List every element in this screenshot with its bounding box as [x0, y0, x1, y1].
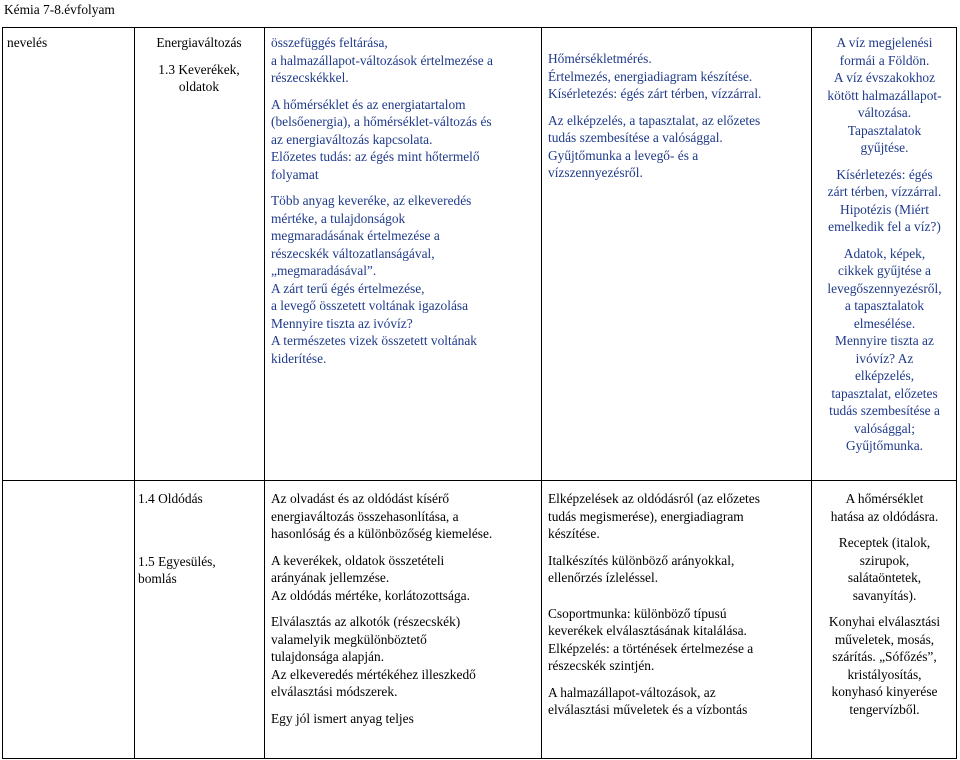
- text-line: energiaváltozás összehasonlítása, a: [271, 508, 459, 524]
- row1-connections-cell: [811, 34, 958, 455]
- text-line: A keverékek, oldatok összetételi: [271, 552, 445, 568]
- text-line: valósággal;: [854, 420, 915, 436]
- text-line: [138, 526, 260, 535]
- text-line: Az oldódás mértéke, korlátozottsága.: [271, 587, 470, 603]
- row2-activities-cell: [541, 490, 811, 719]
- text-line: műveletek, mosás,: [834, 631, 935, 647]
- row1-category-cell: [3, 34, 134, 52]
- text-line: [271, 543, 537, 552]
- text-line: levegőszennyezésről,: [827, 280, 942, 296]
- text-line: változása.: [857, 105, 912, 120]
- text-line: Mennyire tiszta az: [835, 333, 934, 348]
- row2-content-text: [271, 490, 537, 727]
- text-line: [815, 525, 954, 534]
- text-line: Elválasztás az alkotók (részecskék): [271, 614, 461, 629]
- text-line: A hőmérséklet és az energiatartalom: [271, 96, 466, 112]
- text-line: elképzelés,: [854, 368, 915, 383]
- text-line: [138, 52, 260, 61]
- text-line: elválasztási műveletek és a vízbontás: [548, 702, 748, 717]
- text-line: keverékek elválasztásának kitalálása.: [548, 623, 747, 638]
- text-line: Elképzelés: a történések értelmezése a: [548, 640, 754, 656]
- text-line: cikkek gyűjtése a: [838, 263, 931, 278]
- text-line: Receptek (italok,: [838, 535, 931, 550]
- row1-activities-cell: [541, 50, 811, 182]
- text-line: Egy jól ismert anyag teljes: [271, 710, 414, 726]
- text-line: konyhasó kinyerése: [831, 684, 938, 699]
- row1-content-text: [271, 34, 537, 367]
- text-line: hasonlóság és a különbözőség kiemelése.: [271, 526, 493, 541]
- text-line: A zárt terű égés értelmezése,: [271, 280, 425, 296]
- text-line: A víz megjelenési: [836, 35, 933, 50]
- text-line: Gyűjtőmunka.: [846, 438, 923, 453]
- text-line: Energiaváltozás: [156, 35, 242, 50]
- text-line: tengervízből.: [849, 701, 920, 717]
- text-line: Az olvadást és az oldódást kísérő: [271, 491, 450, 506]
- row1-activities-text: [548, 50, 807, 182]
- row1-content-cell: [264, 34, 541, 367]
- text-line: folyamat: [271, 166, 319, 182]
- text-line: részecskékkel.: [271, 70, 349, 85]
- text-line: ivóvíz? Az: [855, 350, 914, 366]
- text-line: Értelmezés, energiadiagram készítése.: [548, 68, 753, 84]
- row2-topic-text: [138, 490, 260, 588]
- text-line: savanyítás).: [852, 587, 917, 603]
- text-line: részecskék változatlanságával,: [271, 245, 435, 261]
- text-line: Mennyire tiszta az ivóvíz?: [271, 315, 413, 331]
- text-line: Italkészítés különböző arányokkal,: [548, 552, 735, 568]
- text-line: A víz évszakokhoz: [833, 70, 936, 85]
- text-line: az energiaváltozás kapcsolata.: [271, 131, 433, 147]
- text-line: zárt térben, vízzárral.: [827, 184, 942, 199]
- text-line: részecskék szintjén.: [548, 658, 655, 673]
- text-line: bomlás: [138, 571, 177, 586]
- text-line: [138, 517, 260, 526]
- text-line: A halmazállapot-változások, az: [548, 684, 716, 700]
- text-line: Az elkeveredés mértékéhez illeszkedő: [271, 666, 476, 682]
- text-line: [138, 544, 260, 553]
- text-line: Hőmérsékletmérés.: [548, 51, 652, 66]
- text-line: [548, 596, 807, 605]
- text-line: tapasztalat, előzetes: [831, 385, 938, 401]
- text-line: tudás megismerése), energiadiagram: [548, 508, 744, 524]
- text-line: emelkedik fel a víz?): [828, 219, 941, 234]
- text-line: összefüggés feltárása,: [271, 35, 388, 50]
- text-line: szárítás. „Sófőzés”,: [832, 649, 937, 664]
- text-line: 1.4 Oldódás: [138, 491, 203, 506]
- text-line: tudás szembesítése a: [829, 403, 940, 418]
- text-line: [138, 535, 260, 544]
- text-line: nevelés: [7, 35, 48, 50]
- text-line: mértéke, a tulajdonságok: [271, 210, 406, 226]
- text-line: oldatok: [178, 79, 220, 94]
- text-line: Kísérletezés: égés zárt térben, vízzárral.: [548, 86, 762, 101]
- text-line: a halmazállapot-változások értelmezése a: [271, 52, 493, 68]
- text-line: A természetes vizek összetett voltának: [271, 333, 477, 348]
- text-line: elválasztási módszerek.: [271, 684, 398, 699]
- text-line: tulajdonsága alapján.: [271, 649, 385, 664]
- text-line: [548, 587, 807, 596]
- text-line: (belsőenergia), a hőmérséklet-változás és: [271, 114, 492, 129]
- text-line: elmesélése.: [853, 315, 916, 331]
- text-line: [271, 183, 537, 192]
- text-line: Hipotézis (Miért: [840, 201, 929, 217]
- text-line: [138, 508, 260, 517]
- text-line: formái a Földön.: [839, 52, 930, 68]
- row-divider: [3, 480, 956, 481]
- text-line: Gyűjtőmunka a levegő- és a: [548, 147, 699, 163]
- curriculum-table: [2, 27, 957, 759]
- text-line: valamelyik megkülönböztető: [271, 631, 427, 647]
- row2-connections-text: [815, 490, 954, 718]
- row1-topic-text: [138, 34, 260, 96]
- text-line: ellenőrzés ízleléssel.: [548, 570, 659, 585]
- row2-activities-text: [548, 490, 807, 719]
- text-line: Konyhai elválasztási: [828, 614, 941, 629]
- text-line: megmaradásának értelmezése a: [271, 228, 440, 243]
- text-line: kötött halmazállapot-: [827, 87, 942, 103]
- text-line: Az elképzelés, a tapasztalat, az előzetes: [548, 112, 761, 128]
- text-line: a levegő összetett voltának igazolása: [271, 298, 469, 313]
- text-line: [271, 701, 537, 710]
- text-line: a tapasztalatok: [844, 298, 925, 313]
- column-divider: [134, 28, 135, 758]
- text-line: [271, 604, 537, 613]
- text-line: [548, 675, 807, 684]
- text-line: Csoportmunka: különböző típusú: [548, 605, 727, 621]
- text-line: készítése.: [548, 526, 600, 541]
- text-line: gyűjtése.: [860, 140, 909, 155]
- text-line: kristályosítás,: [847, 666, 922, 682]
- text-line: kiderítése.: [271, 350, 327, 366]
- text-line: hatása az oldódásra.: [830, 508, 939, 524]
- text-line: 1.3 Keverékek,: [158, 61, 240, 77]
- text-line: [548, 543, 807, 552]
- text-line: [815, 236, 954, 245]
- text-line: [815, 157, 954, 166]
- text-line: [548, 103, 807, 112]
- text-line: Elképzelések az oldódásról (az előzetes: [548, 491, 760, 506]
- text-line: 1.5 Egyesülés,: [138, 553, 216, 569]
- text-line: Előzetes tudás: az égés mint hőtermelő: [271, 149, 480, 164]
- text-line: Kísérletezés: égés: [836, 166, 933, 182]
- text-line: „megmaradásával”.: [271, 263, 377, 278]
- text-line: A hőmérséklet: [845, 491, 924, 506]
- text-line: [815, 604, 954, 613]
- row2-content-cell: [264, 490, 541, 727]
- text-line: Több anyag keveréke, az elkeveredés: [271, 193, 472, 208]
- text-line: tudás szembesítése a valósággal.: [548, 130, 723, 145]
- text-line: Tapasztalatok: [847, 122, 922, 138]
- text-line: vízszennyezésről.: [548, 165, 643, 180]
- row2-topic-cell: [134, 490, 264, 588]
- text-line: [271, 87, 537, 96]
- row1-connections-text: [815, 34, 954, 455]
- row2-connections-cell: [811, 490, 958, 718]
- text-line: arányának jellemzése.: [271, 570, 390, 585]
- page-header-title: Kémia 7-8.évfolyam: [4, 2, 115, 17]
- text-line: salátaöntetek,: [847, 570, 922, 585]
- text-line: Adatok, képek,: [843, 245, 926, 261]
- row1-category-text: [7, 34, 130, 52]
- text-line: szirupok,: [859, 552, 910, 568]
- row1-topic-cell: [134, 34, 264, 96]
